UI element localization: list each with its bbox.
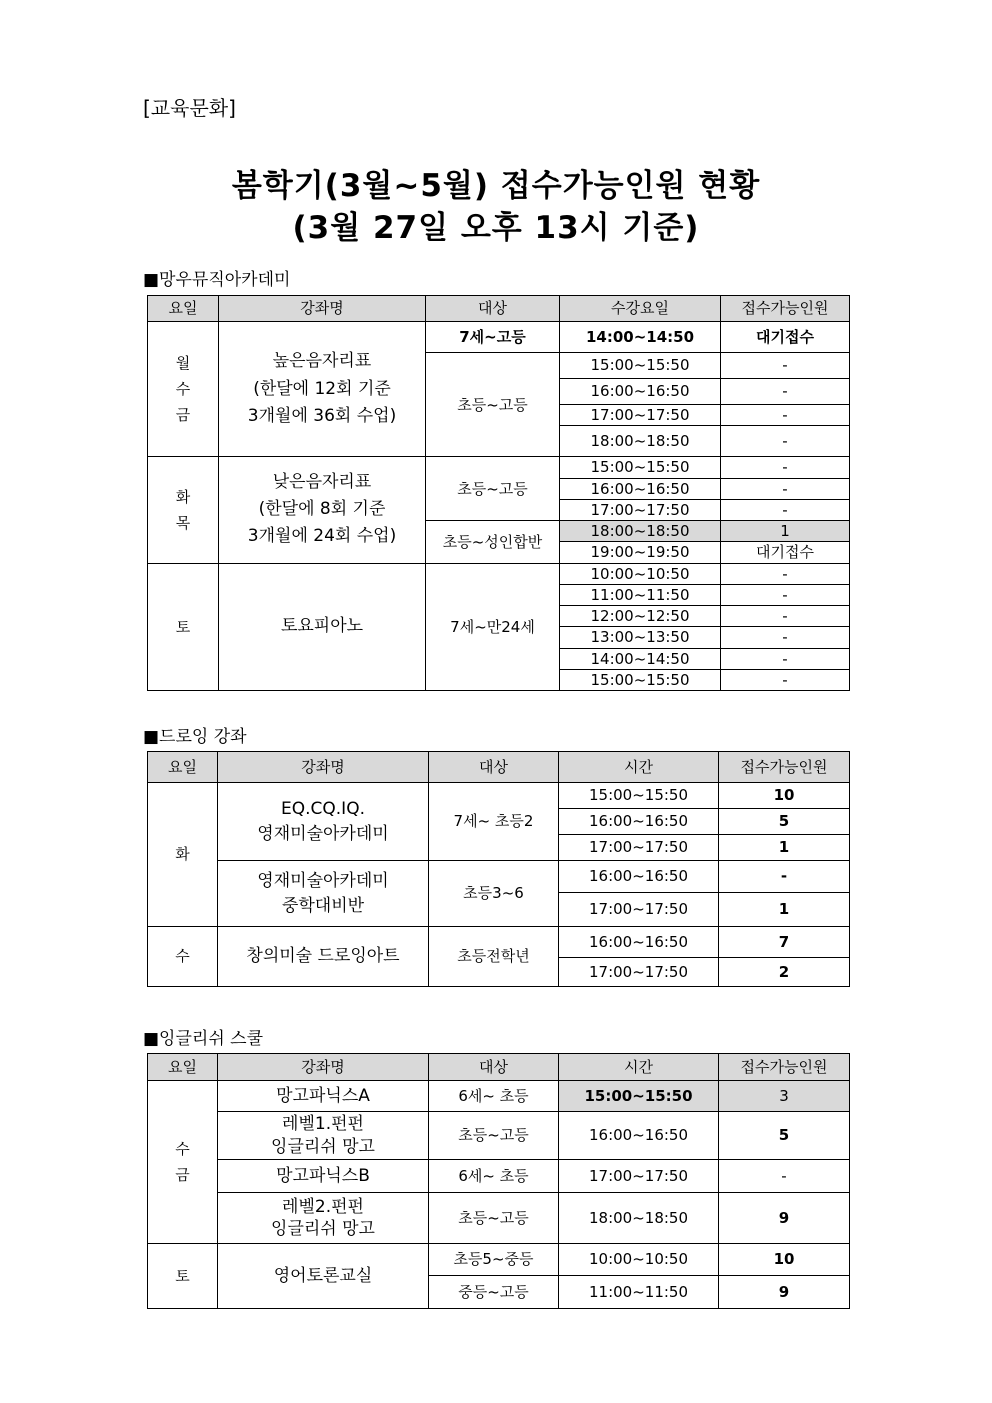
course-cell: 레벨2.펀펀 잉글리쉬 망고 [218,1193,429,1244]
available-cell: 7 [719,927,850,958]
available-cell: - [721,379,850,405]
time-cell: 15:00~15:50 [560,669,721,690]
table-row [148,927,850,958]
time-cell: 17:00~17:50 [560,499,721,520]
time-cell: 17:00~17:50 [559,958,719,987]
header-course: 강좌명 [218,752,429,783]
available-cell: 대기접수 [721,322,850,353]
day-cell: 토 [148,1244,218,1309]
available-cell: 1 [719,835,850,861]
day-cell: 화 목 [148,457,219,563]
header-target: 대상 [429,1054,559,1081]
available-cell: 3 [719,1081,850,1112]
available-cell: 5 [719,809,850,835]
target-cell: 초등5~중등 [429,1244,559,1276]
day-cell: 화 [148,783,218,927]
time-cell: 11:00~11:50 [560,584,721,605]
time-cell: 14:00~14:50 [560,648,721,669]
course-cell: 망고파닉스B [218,1160,429,1193]
header-target: 대상 [426,296,560,322]
day-cell: 토 [148,563,219,691]
table-row [148,1244,850,1276]
time-cell: 15:00~15:50 [559,783,719,809]
course-cell: 영어토론교실 [218,1244,429,1309]
header-available: 접수가능인원 [721,296,850,322]
available-cell: - [721,499,850,520]
course-cell: 토요피아노 [219,563,426,691]
time-cell: 11:00~11:50 [559,1276,719,1309]
english-table [147,1053,850,1309]
target-cell: 7세~만24세 [426,563,560,691]
available-cell: - [719,861,850,893]
course-cell: 창의미술 드로잉아트 [218,927,429,987]
time-cell: 10:00~10:50 [560,563,721,584]
target-cell: 초등전학년 [429,927,559,987]
available-cell: 9 [719,1193,850,1244]
page-title: 봄학기(3월~5월) 접수가능인원 현황 [231,168,761,204]
target-cell: 초등~고등 [429,1112,559,1160]
available-cell: - [721,669,850,690]
day-cell: 월 수 금 [148,322,219,457]
available-cell: - [721,584,850,605]
target-cell: 초등~성인합반 [426,521,560,564]
course-cell: 영재미술아카데미 중학대비반 [218,861,429,927]
target-cell: 초등3~6 [429,861,559,927]
target-cell: 7세~ 초등2 [429,783,559,861]
table-row [148,563,850,584]
target-cell: 7세~고등 [426,322,560,353]
section-heading-music: ■망우뮤직아카데미 [143,270,291,290]
course-cell: 레벨1.펀펀 잉글리쉬 망고 [218,1112,429,1160]
course-cell: 높은음자리표 (한달에 12회 기준 3개월에 36회 수업) [219,322,426,457]
table-row [148,783,850,809]
table-header-row [148,296,850,322]
table-row [148,322,850,353]
target-cell: 초등~고등 [429,1193,559,1244]
time-cell: 15:00~15:50 [559,1081,719,1112]
page-subtitle: (3월 27일 오후 13시 기준) [292,210,700,246]
time-cell: 17:00~17:50 [559,1160,719,1193]
course-cell: EQ.CQ.IQ. 영재미술아카데미 [218,783,429,861]
time-cell: 16:00~16:50 [560,478,721,499]
available-cell: - [721,405,850,426]
header-time: 시간 [559,752,719,783]
available-cell: 2 [719,958,850,987]
course-cell: 낮은음자리표 (한달에 8회 기준 3개월에 24회 수업) [219,457,426,563]
header-available: 접수가능인원 [719,752,850,783]
header-target: 대상 [429,752,559,783]
time-cell: 15:00~15:50 [560,457,721,478]
day-cell: 수 [148,927,218,987]
available-cell: - [721,426,850,457]
music-table [147,295,850,691]
available-cell: - [721,563,850,584]
time-cell: 17:00~17:50 [559,893,719,927]
header-day: 요일 [148,1054,218,1081]
section-heading-english: ■잉글리쉬 스쿨 [143,1029,263,1049]
table-row [148,861,850,893]
table-header-row [148,752,850,783]
available-cell: 10 [719,1244,850,1276]
time-cell: 17:00~17:50 [559,835,719,861]
available-cell: 1 [721,521,850,542]
target-cell: 초등~고등 [426,353,560,457]
category-label: [교육문화] [143,96,236,120]
target-cell: 초등~고등 [426,457,560,521]
target-cell: 6세~ 초등 [429,1160,559,1193]
available-cell: 1 [719,893,850,927]
available-cell: 10 [719,783,850,809]
header-day: 요일 [148,296,219,322]
available-cell: - [721,606,850,627]
course-cell: 망고파닉스A [218,1081,429,1112]
available-cell: 대기접수 [721,542,850,563]
day-cell: 수 금 [148,1081,218,1244]
table-row [148,1193,850,1244]
time-cell: 18:00~18:50 [560,521,721,542]
header-day: 요일 [148,752,218,783]
time-cell: 18:00~18:50 [560,426,721,457]
available-cell: - [721,648,850,669]
time-cell: 16:00~16:50 [559,1112,719,1160]
drawing-table [147,751,850,987]
time-cell: 19:00~19:50 [560,542,721,563]
available-cell: - [721,478,850,499]
available-cell: - [721,457,850,478]
table-row [148,1081,850,1112]
available-cell: - [719,1160,850,1193]
time-cell: 16:00~16:50 [560,379,721,405]
available-cell: 9 [719,1276,850,1309]
time-cell: 10:00~10:50 [559,1244,719,1276]
time-cell: 14:00~14:50 [560,322,721,353]
header-time: 시간 [559,1054,719,1081]
time-cell: 17:00~17:50 [560,405,721,426]
header-available: 접수가능인원 [719,1054,850,1081]
available-cell: - [721,353,850,379]
table-row [148,457,850,478]
time-cell: 15:00~15:50 [560,353,721,379]
target-cell: 중등~고등 [429,1276,559,1309]
time-cell: 12:00~12:50 [560,606,721,627]
available-cell: 5 [719,1112,850,1160]
time-cell: 16:00~16:50 [559,861,719,893]
header-course: 강좌명 [218,1054,429,1081]
header-time: 수강요일 [560,296,721,322]
table-row [148,1160,850,1193]
header-course: 강좌명 [219,296,426,322]
table-row [148,1112,850,1160]
section-heading-drawing: ■드로잉 강좌 [143,727,247,747]
table-header-row [148,1054,850,1081]
time-cell: 18:00~18:50 [559,1193,719,1244]
target-cell: 6세~ 초등 [429,1081,559,1112]
time-cell: 16:00~16:50 [559,927,719,958]
time-cell: 16:00~16:50 [559,809,719,835]
time-cell: 13:00~13:50 [560,627,721,648]
available-cell: - [721,627,850,648]
